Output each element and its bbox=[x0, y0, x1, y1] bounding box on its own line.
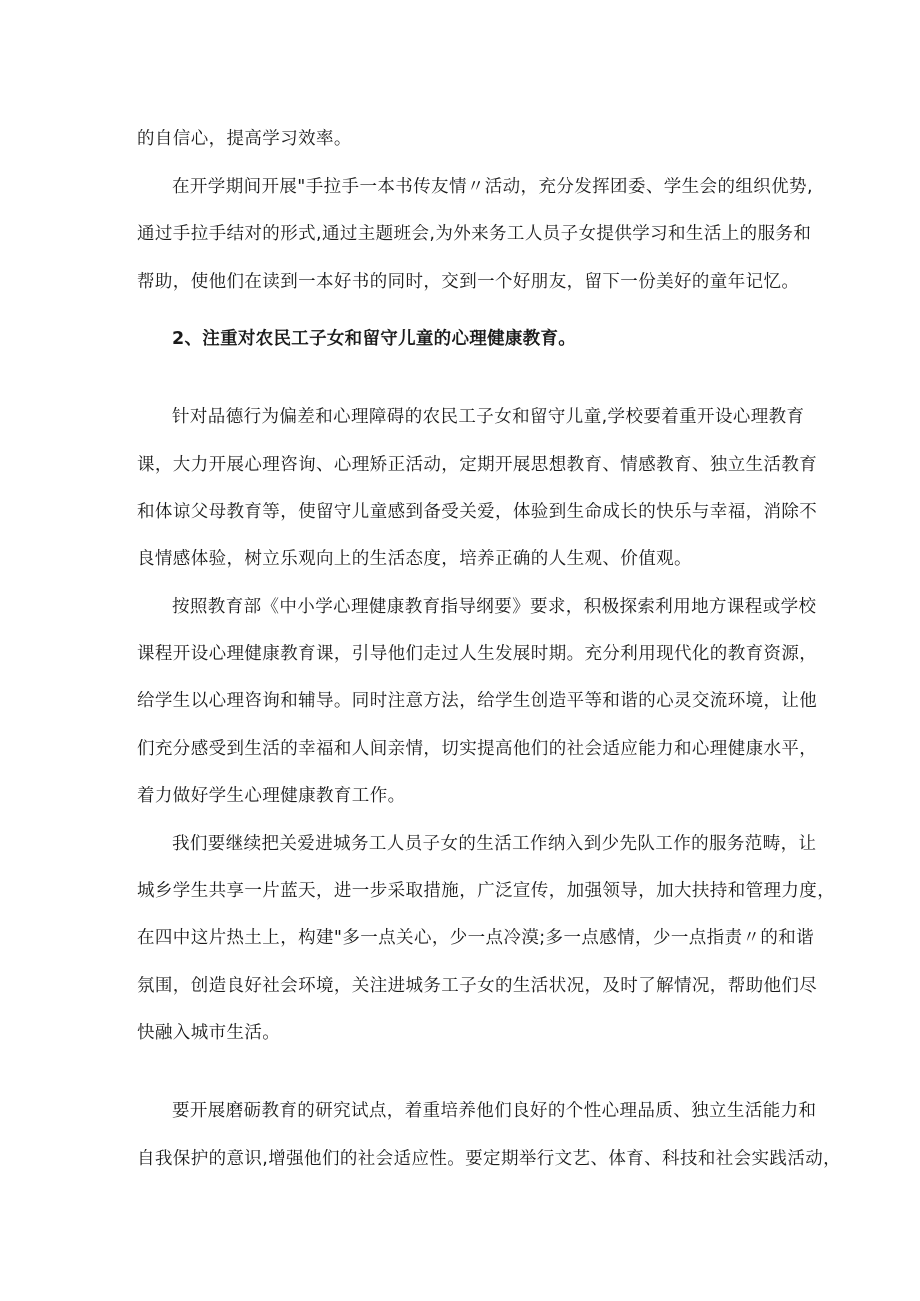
section-heading: 2、注重对农民工子女和留守儿童的心理健康教育。 bbox=[172, 329, 577, 349]
paragraph-line: 要开展磨砺教育的研究试点，着重培养他们良好的个性心理品质、独立生活能力和 bbox=[172, 1101, 817, 1121]
paragraph-line: 给学生以心理咨询和辅导。同时注意方法，给学生创造平等和谐的心灵交流环境，让他 bbox=[137, 691, 818, 711]
paragraph-line: 和体谅父母教育等，使留守儿童感到备受关爱，体验到生命成长的快乐与幸福，消除不 bbox=[137, 502, 818, 522]
paragraph-line: 着力做好学生心理健康教育工作。 bbox=[137, 786, 406, 806]
paragraph-line: 通过手拉手结对的形式,通过主题班会,为外来务工人员子女提供学习和生活上的服务和 bbox=[137, 224, 812, 244]
paragraph-line: 的自信心，提高学习效率。 bbox=[137, 129, 352, 149]
paragraph-line: 城乡学生共享一片蓝天，进一步采取措施，广泛宣传，加强领导，加大扶持和管理力度， bbox=[137, 881, 836, 901]
paragraph-line: 帮助，使他们在读到一本好书的同时，交到一个好朋友，留下一份美好的童年记忆。 bbox=[137, 272, 800, 292]
paragraph-line: 在开学期间开展"手拉手一本书传友情〃活动，充分发挥团委、学生会的组织优势, bbox=[172, 177, 813, 197]
paragraph-line: 按照教育部《中小学心理健康教育指导纲要》要求，积极探索利用地方课程或学校 bbox=[172, 597, 817, 617]
paragraph-line: 针对品德行为偏差和心理障碍的农民工子女和留守儿童,学校要着重开设心理教育 bbox=[172, 407, 805, 427]
paragraph-line: 在四中这片热土上，构建"多一点关心，少一点冷漠;多一点感情，少一点指责〃的和谐 bbox=[137, 928, 815, 948]
paragraph-line: 课程开设心理健康教育课，引导他们走过人生发展时期。充分利用现代化的教育资源， bbox=[137, 644, 818, 664]
paragraph-line: 快融入城市生活。 bbox=[137, 1023, 281, 1043]
paragraph-line: 们充分感受到生活的幸福和人间亲情，切实提高他们的社会适应能力和心理健康水平， bbox=[137, 739, 818, 759]
paragraph-line: 课，大力开展心理咨询、心理矫正活动，定期开展思想教育、情感教育、独立生活教育 bbox=[137, 455, 818, 475]
paragraph-line: 我们要继续把关爱进城务工人员子女的生活工作纳入到少先队工作的服务范畴，让 bbox=[172, 834, 817, 854]
paragraph-line: 氛围，创造良好社会环境，关注进城务工子女的生活状况，及时了解情况，帮助他们尽 bbox=[137, 976, 818, 996]
paragraph-line: 良情感体验，树立乐观向上的生活态度，培养正确的人生观、价值观。 bbox=[137, 549, 692, 569]
paragraph-line: 自我保护的意识,增强他们的社会适应性。要定期举行文艺、体育、科技和社会实践活动， bbox=[137, 1149, 842, 1169]
